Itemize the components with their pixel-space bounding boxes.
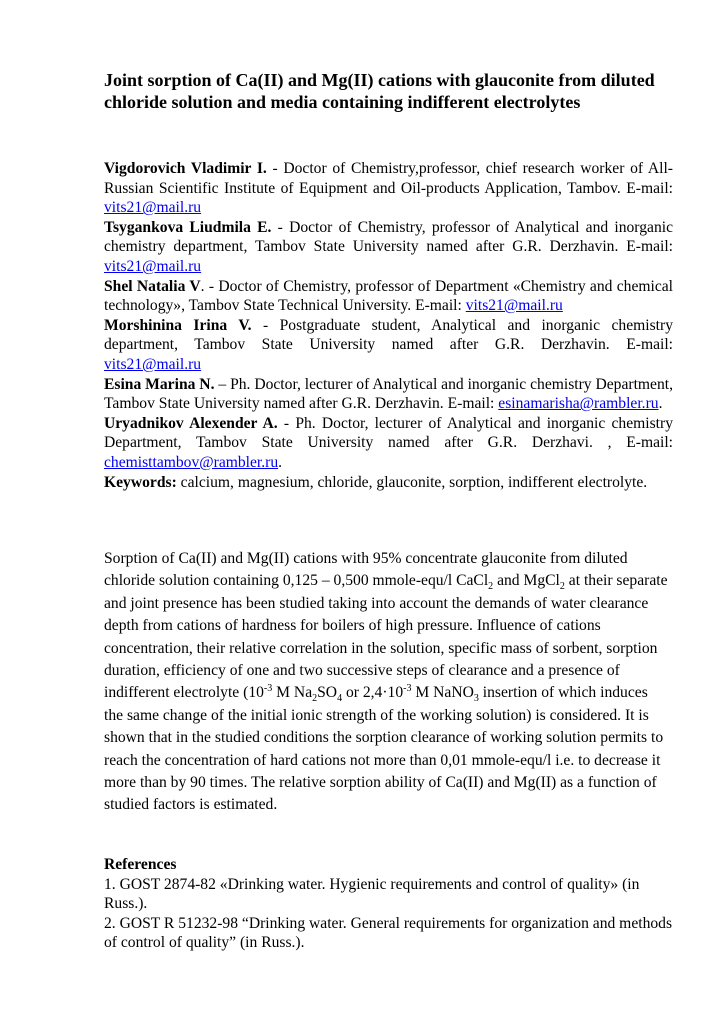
- author-email-link[interactable]: vits21@mail.ru: [104, 199, 202, 217]
- author-affiliation: - Doctor of Chemistry,professor, chief research worker of All-Russian Scientific Institute of Equipment and Oil-products Application, Tambov. E-mail:: [104, 160, 673, 197]
- author-name: Tsygankova Liudmila E.: [104, 218, 272, 236]
- subscript: 2: [559, 581, 565, 593]
- abstract-text: at their separate and joint presence has been studied taking into account the demands of water clearance depth from cations of hardness for boilers of high pressure. Influence of cations concentration, their relative correlation in the solution, specific mass of sorbent, sorption duration, efficiency of one and two successive steps of clearance and a presence of indifferent electrolyte (10: [104, 572, 668, 702]
- abstract-text: SO: [317, 684, 338, 702]
- author-entry: [104, 159, 673, 218]
- author-name: Uryadnikov Alexender A.: [104, 414, 278, 432]
- author-email-link[interactable]: chemisttambov@rambler.ru: [104, 453, 279, 471]
- author-email-link[interactable]: vits21@mail.ru: [104, 355, 202, 373]
- author-affiliation: - Ph. Doctor, lecturer of Analytical and inorganic chemistry Department, Tambov State University named after G.R. Derzhavi. , E-mail:: [104, 414, 673, 452]
- author-affiliation: . - Doctor of Chemistry, professor of Department «Chemistry and chemical technology», Tambov State Technical University. E-mail:: [104, 277, 673, 315]
- abstract-text: or 2,4·10: [342, 684, 404, 702]
- keywords-label: Keywords:: [104, 473, 177, 491]
- author-entry: [104, 218, 673, 277]
- author-affiliation: - Doctor of Chemistry, professor of Analytical and inorganic chemistry department, Tambov State University named after G.R. Derzhavin. E-mail:: [104, 218, 673, 256]
- reference-item: 1. GOST 2874-82 «Drinking water. Hygienic requirements and control of quality» (in Russ.).: [104, 875, 640, 913]
- subscript: 3: [473, 693, 479, 705]
- author-list: [104, 159, 673, 492]
- superscript: -3: [263, 683, 273, 695]
- subscript: 2: [488, 581, 494, 593]
- author-entry: [104, 277, 673, 316]
- author-entry: [104, 414, 673, 473]
- reference-item: 2. GOST R 51232-98 “Drinking water. General requirements for organization and methods of control of quality” (in Russ.).: [104, 914, 673, 952]
- author-entry: [104, 375, 673, 414]
- author-email-link[interactable]: vits21@mail.ru: [465, 297, 563, 315]
- keywords-text: calcium, magnesium, chloride, glauconite, sorption, indifferent electrolyte.: [176, 473, 648, 491]
- references-heading: References: [104, 856, 177, 873]
- abstract: [104, 548, 669, 817]
- author-entry: [104, 316, 673, 375]
- keywords: [104, 473, 673, 493]
- author-email-link[interactable]: esinamarisha@rambler.ru: [498, 395, 659, 413]
- paper-title: Joint sorption of Ca(II) and Mg(II) cations with glauconite from diluted chloride solution and media containing indifferent electrolytes: [104, 70, 655, 112]
- author-name: Morshinina Irina V.: [104, 316, 252, 334]
- author-name: Vigdorovich Vladimir I.: [104, 160, 267, 177]
- author-name: Esina Marina N.: [104, 375, 215, 393]
- author-trailing: .: [278, 453, 283, 471]
- superscript: -3: [403, 683, 412, 695]
- subscript: 2: [312, 693, 318, 705]
- abstract-text: M Na: [272, 684, 313, 702]
- author-trailing: .: [658, 395, 663, 413]
- author-name: Shel Natalia V: [104, 277, 201, 295]
- abstract-text: Sorption of Ca(II) and Mg(II) cations with 95% concentrate glauconite from diluted chloride solution containing 0,125 – 0,500 mmole-equ/l CaCl: [104, 550, 628, 590]
- author-affiliation: – Ph. Doctor, lecturer of Analytical and inorganic chemistry Department, Tambov State University named after G.R. Derzhavin. E-mail:: [104, 375, 673, 413]
- abstract-text: insertion of which induces the same change of the initial ionic strength of the working solution) is considered. It is shown that in the studied conditions the sorption clearance of working solution permits to reach the concentration of hard cations not more than 0,01 mmole-equ/l i.e. to decrease it more than by 90 times. The relative sorption ability of Ca(II) and Mg(II) as a function of studied factors is estimated.: [104, 684, 664, 814]
- author-affiliation: - Postgraduate student, Analytical and inorganic chemistry department, Tambov State University named after G.R. Derzhavin. E-mail:: [104, 316, 673, 354]
- abstract-text: and MgCl: [493, 572, 560, 590]
- references-section: [104, 855, 674, 953]
- author-email-link[interactable]: vits21@mail.ru: [104, 257, 202, 275]
- abstract-text: M NaNO: [411, 684, 474, 702]
- subscript: 4: [337, 693, 343, 705]
